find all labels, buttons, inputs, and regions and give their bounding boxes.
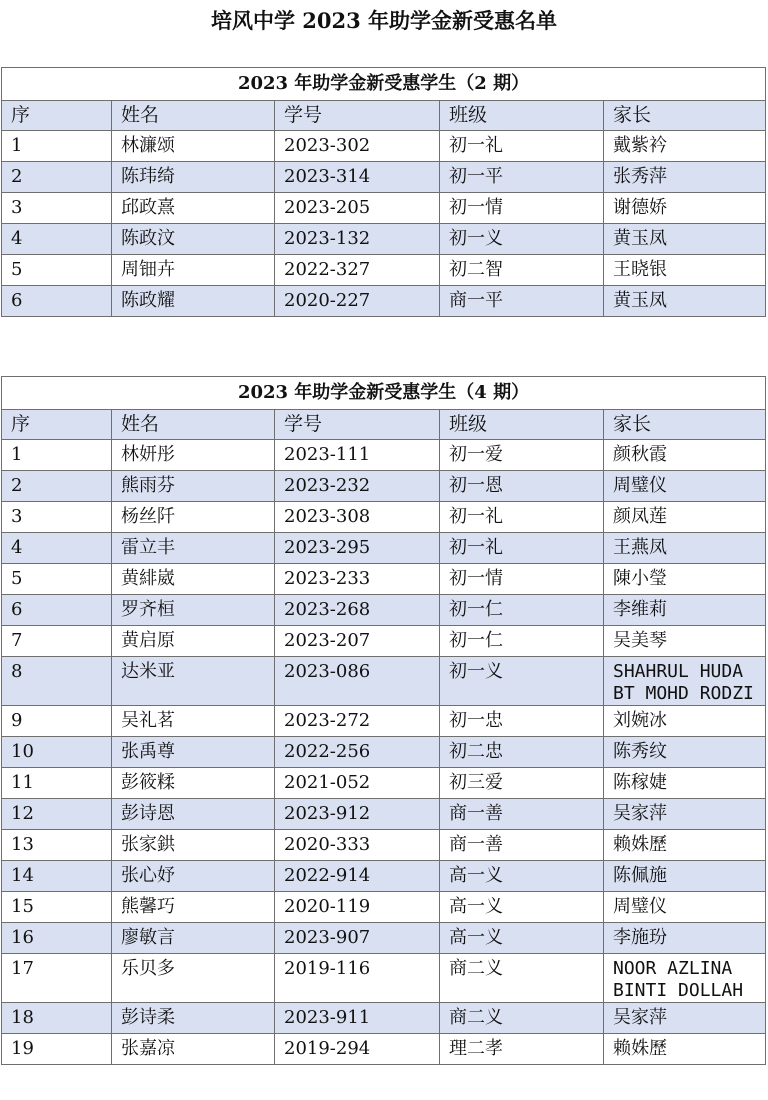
cell-name: 达米亚 [112,657,275,706]
cell-parent: 王燕凤 [604,533,766,564]
cell-parent: 李施玢 [604,923,766,954]
column-header-index: 序 [2,410,112,440]
table-row [2,533,766,564]
cell-name: 林濂颂 [112,131,275,162]
cell-index: 19 [2,1034,112,1065]
cell-class: 商一善 [440,799,604,830]
cell-parent: 陈佩施 [604,861,766,892]
cell-name: 吴礼茗 [112,706,275,737]
cell-student-id: 2023-086 [275,657,440,706]
cell-name: 周钿卉 [112,255,275,286]
table-row [2,162,766,193]
cell-student-id: 2022-327 [275,255,440,286]
column-header-name: 姓名 [112,410,275,440]
cell-index: 11 [2,768,112,799]
cell-student-id: 2023-911 [275,1003,440,1034]
table-row [2,706,766,737]
cell-index: 3 [2,502,112,533]
cell-student-id: 2022-256 [275,737,440,768]
cell-index: 13 [2,830,112,861]
cell-class: 高一义 [440,892,604,923]
column-header-name: 姓名 [112,101,275,131]
cell-class: 商一善 [440,830,604,861]
table-caption-row [2,377,766,410]
table-row [2,1034,766,1065]
table-row [2,286,766,317]
cell-parent: 颜凤莲 [604,502,766,533]
table-row [2,471,766,502]
cell-parent: 黄玉凤 [604,286,766,317]
cell-index: 8 [2,657,112,706]
cell-parent: 吴美琴 [604,626,766,657]
cell-parent: 陈稼婕 [604,768,766,799]
table-row [2,799,766,830]
cell-class: 初一平 [440,162,604,193]
cell-class: 初一爱 [440,440,604,471]
table-caption: 2023 年助学金新受惠学生（2 期） [2,68,766,101]
cell-class: 初一礼 [440,131,604,162]
cell-index: 5 [2,564,112,595]
cell-name: 张嘉凉 [112,1034,275,1065]
cell-parent: 颜秋霞 [604,440,766,471]
table-header-row [2,101,766,131]
cell-index: 1 [2,440,112,471]
cell-parent: 王晓银 [604,255,766,286]
table-row [2,193,766,224]
cell-parent: 黄玉凤 [604,224,766,255]
cell-name: 黄緋崴 [112,564,275,595]
cell-student-id: 2023-912 [275,799,440,830]
cell-parent: 戴紫衿 [604,131,766,162]
cell-index: 12 [2,799,112,830]
cell-name: 彭诗恩 [112,799,275,830]
cell-index: 5 [2,255,112,286]
cell-class: 初一礼 [440,533,604,564]
cell-student-id: 2023-205 [275,193,440,224]
cell-class: 初一义 [440,224,604,255]
table-caption: 2023 年助学金新受惠学生（4 期） [2,377,766,410]
cell-name: 张家鉷 [112,830,275,861]
cell-student-id: 2019-294 [275,1034,440,1065]
cell-index: 18 [2,1003,112,1034]
cell-index: 16 [2,923,112,954]
table-row [2,830,766,861]
cell-class: 商二义 [440,1003,604,1034]
cell-parent: 张秀萍 [604,162,766,193]
cell-index: 4 [2,224,112,255]
table-row [2,564,766,595]
cell-name: 邱政熹 [112,193,275,224]
cell-index: 6 [2,286,112,317]
cell-student-id: 2023-232 [275,471,440,502]
cell-name: 彭诗柔 [112,1003,275,1034]
cell-name: 彭筱糅 [112,768,275,799]
column-header-student-id: 学号 [275,410,440,440]
table-row [2,224,766,255]
cell-parent: 陳小瑩 [604,564,766,595]
cell-name: 张禹尊 [112,737,275,768]
cell-class: 初二忠 [440,737,604,768]
cell-class: 高一义 [440,923,604,954]
cell-index: 17 [2,954,112,1003]
cell-name: 张心妤 [112,861,275,892]
cell-index: 7 [2,626,112,657]
cell-parent: 赖姝歷 [604,830,766,861]
table-row [2,657,766,706]
recipients-table-period-2 [1,67,766,317]
cell-class: 商一平 [440,286,604,317]
cell-parent: 谢德娇 [604,193,766,224]
cell-class: 初三爱 [440,768,604,799]
cell-index: 9 [2,706,112,737]
cell-student-id: 2019-116 [275,954,440,1003]
cell-index: 14 [2,861,112,892]
table-row [2,255,766,286]
cell-student-id: 2023-302 [275,131,440,162]
cell-class: 理二孝 [440,1034,604,1065]
cell-student-id: 2022-914 [275,861,440,892]
cell-parent: 周璧仪 [604,471,766,502]
cell-student-id: 2020-119 [275,892,440,923]
cell-name: 杨丝阡 [112,502,275,533]
cell-student-id: 2021-052 [275,768,440,799]
table-caption-row [2,68,766,101]
column-header-index: 序 [2,101,112,131]
cell-name: 雷立丰 [112,533,275,564]
cell-student-id: 2023-314 [275,162,440,193]
cell-class: 初一义 [440,657,604,706]
table-row [2,737,766,768]
cell-student-id: 2020-227 [275,286,440,317]
column-header-class: 班级 [440,410,604,440]
cell-student-id: 2023-132 [275,224,440,255]
cell-parent: 赖姝歷 [604,1034,766,1065]
cell-name: 陈政汶 [112,224,275,255]
table-row [2,595,766,626]
cell-name: 陈玮绮 [112,162,275,193]
cell-index: 15 [2,892,112,923]
cell-parent: NOOR AZLINA BINTI DOLLAH [604,954,766,1003]
column-header-parent: 家长 [604,410,766,440]
table-row [2,502,766,533]
table-row [2,892,766,923]
cell-student-id: 2023-308 [275,502,440,533]
cell-student-id: 2023-233 [275,564,440,595]
cell-parent: 刘婉冰 [604,706,766,737]
cell-student-id: 2023-268 [275,595,440,626]
table-row [2,440,766,471]
cell-student-id: 2023-207 [275,626,440,657]
table-row [2,626,766,657]
cell-parent: 吴家萍 [604,1003,766,1034]
cell-class: 初一情 [440,564,604,595]
column-header-class: 班级 [440,101,604,131]
cell-index: 3 [2,193,112,224]
table-row [2,861,766,892]
cell-class: 初一仁 [440,626,604,657]
cell-name: 乐贝多 [112,954,275,1003]
cell-name: 熊雨芬 [112,471,275,502]
cell-class: 初二智 [440,255,604,286]
cell-index: 10 [2,737,112,768]
table-header-row [2,410,766,440]
table-row [2,1003,766,1034]
table-row [2,768,766,799]
cell-class: 初一仁 [440,595,604,626]
cell-class: 高一义 [440,861,604,892]
cell-index: 4 [2,533,112,564]
cell-parent: SHAHRUL HUDA BT MOHD RODZI [604,657,766,706]
cell-index: 1 [2,131,112,162]
cell-parent: 陈秀纹 [604,737,766,768]
cell-parent: 吴家萍 [604,799,766,830]
cell-name: 廖敏言 [112,923,275,954]
cell-name: 熊馨巧 [112,892,275,923]
cell-name: 黄启原 [112,626,275,657]
cell-name: 林妍彤 [112,440,275,471]
cell-student-id: 2023-111 [275,440,440,471]
cell-student-id: 2020-333 [275,830,440,861]
cell-index: 2 [2,162,112,193]
cell-index: 2 [2,471,112,502]
table-row [2,131,766,162]
cell-name: 陈政耀 [112,286,275,317]
cell-class: 商二义 [440,954,604,1003]
table-row [2,923,766,954]
recipients-table-period-4 [1,376,766,1065]
cell-name: 罗齐桓 [112,595,275,626]
cell-class: 初一恩 [440,471,604,502]
cell-student-id: 2023-907 [275,923,440,954]
column-header-parent: 家长 [604,101,766,131]
cell-class: 初一礼 [440,502,604,533]
cell-class: 初一情 [440,193,604,224]
cell-class: 初一忠 [440,706,604,737]
cell-parent: 周璧仪 [604,892,766,923]
table-row [2,954,766,1003]
cell-parent: 李维莉 [604,595,766,626]
cell-student-id: 2023-295 [275,533,440,564]
page-title: 培风中学 2023 年助学金新受惠名单 [210,8,558,33]
cell-index: 6 [2,595,112,626]
column-header-student-id: 学号 [275,101,440,131]
cell-student-id: 2023-272 [275,706,440,737]
